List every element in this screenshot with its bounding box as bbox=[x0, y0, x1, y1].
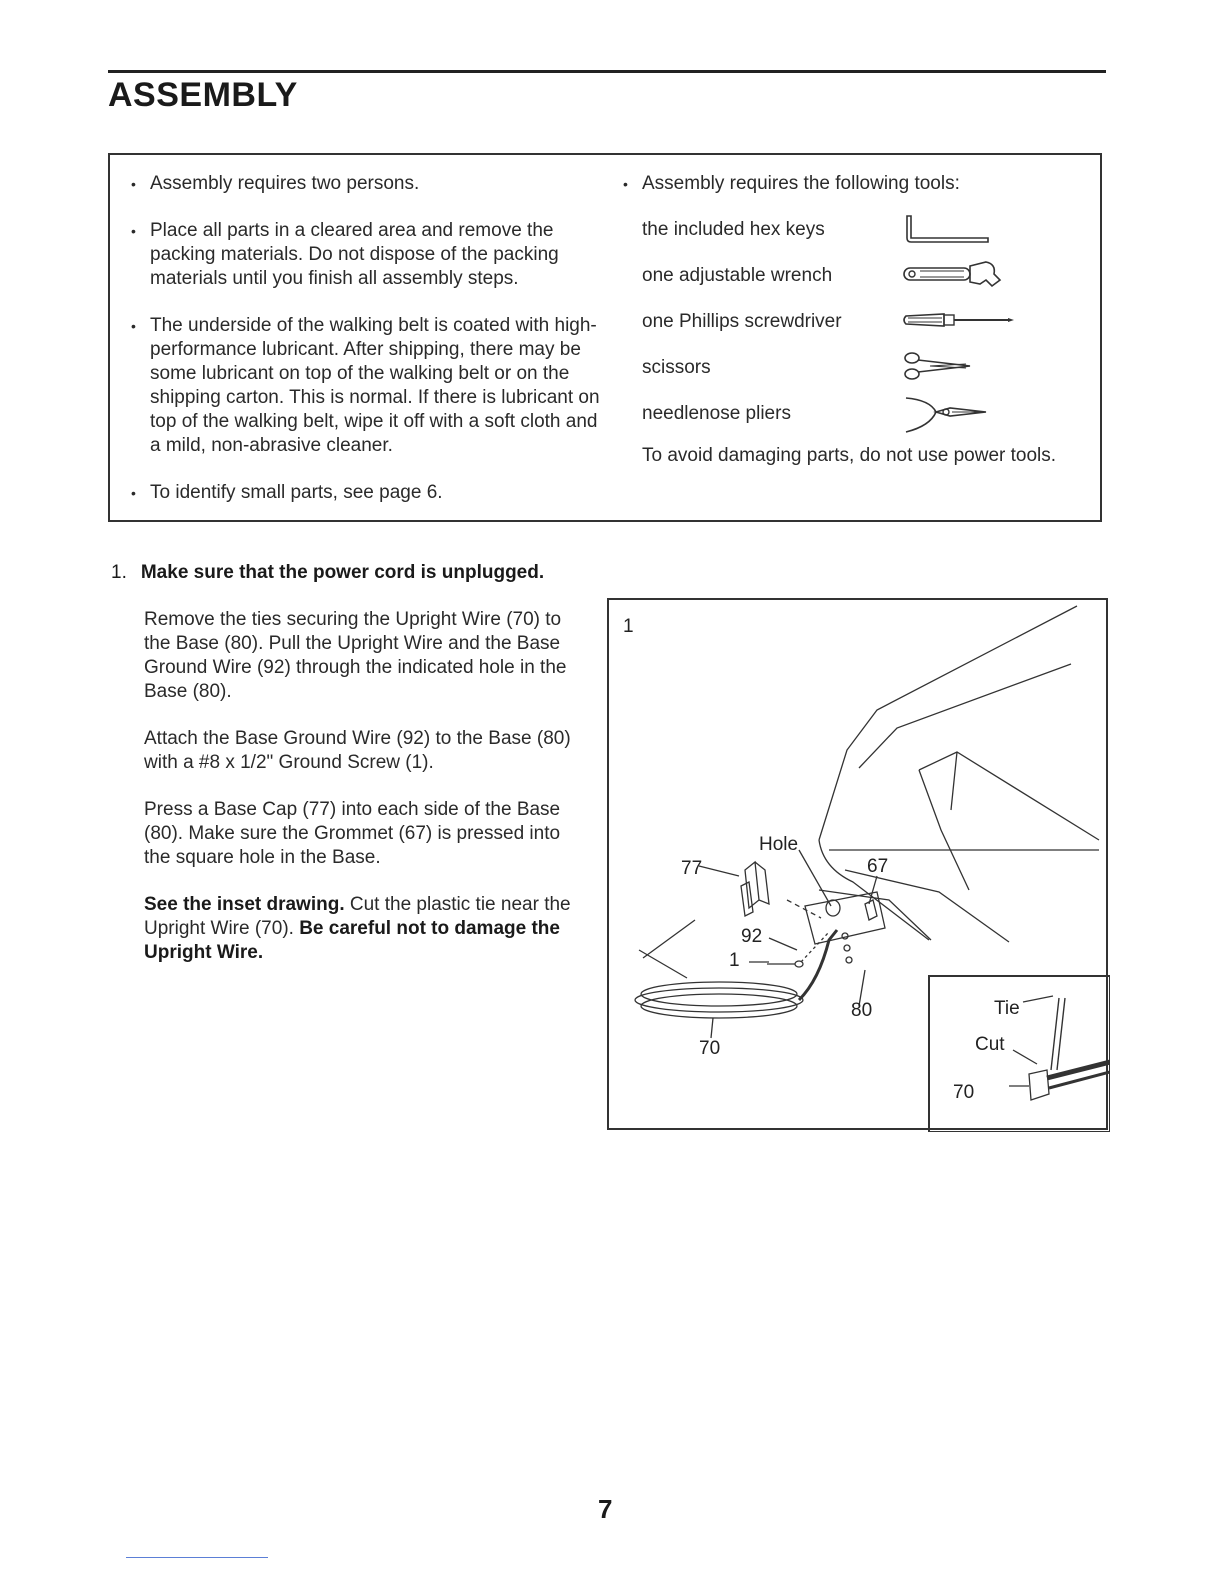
footer-link-underline bbox=[126, 1557, 268, 1558]
screwdriver-icon bbox=[900, 302, 1020, 342]
callout-cut: Cut bbox=[975, 1034, 1005, 1055]
scissors-icon bbox=[900, 348, 990, 388]
caution-note: Be careful not to damage the Upright Wire. bbox=[144, 918, 560, 963]
assembly-notes-list bbox=[130, 172, 600, 528]
figure-step-label: 1 bbox=[623, 616, 634, 637]
tools-warning: To avoid damaging parts, do not use power tools. bbox=[642, 445, 1057, 466]
inset-instruction: Cut the plastic tie near the Upright Wire (70). bbox=[144, 894, 571, 939]
page-number: 7 bbox=[598, 1494, 613, 1524]
assembly-figure bbox=[607, 598, 1108, 1130]
tool-name: the included hex keys bbox=[642, 219, 825, 240]
step-1-heading bbox=[111, 562, 544, 584]
tool-name: one Phillips screwdriver bbox=[642, 311, 842, 332]
note-item: • The underside of the walking belt is coated with high-performance lubricant. After shipping, there may be some lubricant on top of the walking belt or on the shipping carton. This is normal. If there is lubricant on top of the walking belt, wipe it off with a soft cloth and a mild, non-abrasive cleaner. bbox=[130, 314, 600, 458]
note-item: • Place all parts in a cleared area and remove the packing materials. Do not dispose of the packing materials until you finish all assembly steps. bbox=[130, 219, 600, 291]
tools-section bbox=[620, 172, 1090, 468]
callout-77: 77 bbox=[681, 858, 703, 879]
instruction-paragraph: Press a Base Cap (77) into each side of the Base (80). Make sure the Grommet (67) is pressed into the square hole in the Base. bbox=[144, 799, 561, 868]
callout-1: 1 bbox=[729, 950, 740, 971]
tool-name: one adjustable wrench bbox=[642, 265, 833, 286]
tool-item bbox=[620, 256, 1090, 302]
tool-item bbox=[620, 394, 1090, 440]
callout-80: 80 bbox=[851, 1000, 873, 1021]
callout-67: 67 bbox=[867, 856, 889, 877]
instruction-paragraph: Attach the Base Ground Wire (92) to the Base (80) with a #8 x 1/2" Ground Screw (1). bbox=[144, 728, 571, 773]
callout-inset-70: 70 bbox=[953, 1082, 975, 1103]
tool-item bbox=[620, 348, 1090, 394]
inset-note: See the inset drawing. bbox=[144, 894, 345, 915]
header-rule bbox=[108, 70, 1106, 73]
instruction-paragraph: Remove the ties securing the Upright Wire (70) to the Base (80). Pull the Upright Wire and the Base Ground Wire (92) through the indicated hole in the Base (80). bbox=[144, 609, 567, 702]
figure-drawing bbox=[609, 600, 1110, 1132]
adjustable-wrench-icon bbox=[900, 256, 1010, 296]
hex-key-icon bbox=[900, 210, 990, 250]
assembly-notes-box bbox=[108, 153, 1102, 522]
tools-intro: • Assembly requires the following tools: bbox=[620, 172, 1090, 196]
note-item: • Assembly requires two persons. bbox=[130, 172, 600, 196]
tool-name: needlenose pliers bbox=[642, 403, 791, 424]
note-item: • To identify small parts, see page 6. bbox=[130, 481, 600, 505]
tool-name: scissors bbox=[642, 357, 711, 378]
callout-hole: Hole bbox=[759, 834, 799, 855]
pliers-icon bbox=[900, 394, 1000, 438]
step-1-instructions bbox=[144, 608, 584, 988]
callout-70: 70 bbox=[699, 1038, 721, 1059]
page-title: ASSEMBLY bbox=[108, 76, 298, 114]
callout-92: 92 bbox=[741, 926, 763, 947]
step-heading-text: Make sure that the power cord is unplugged. bbox=[140, 562, 545, 583]
tool-item bbox=[620, 210, 1090, 256]
instruction-paragraph bbox=[144, 893, 584, 965]
step-number: 1. bbox=[111, 562, 127, 583]
callout-tie: Tie bbox=[994, 998, 1020, 1019]
tool-item bbox=[620, 302, 1090, 348]
